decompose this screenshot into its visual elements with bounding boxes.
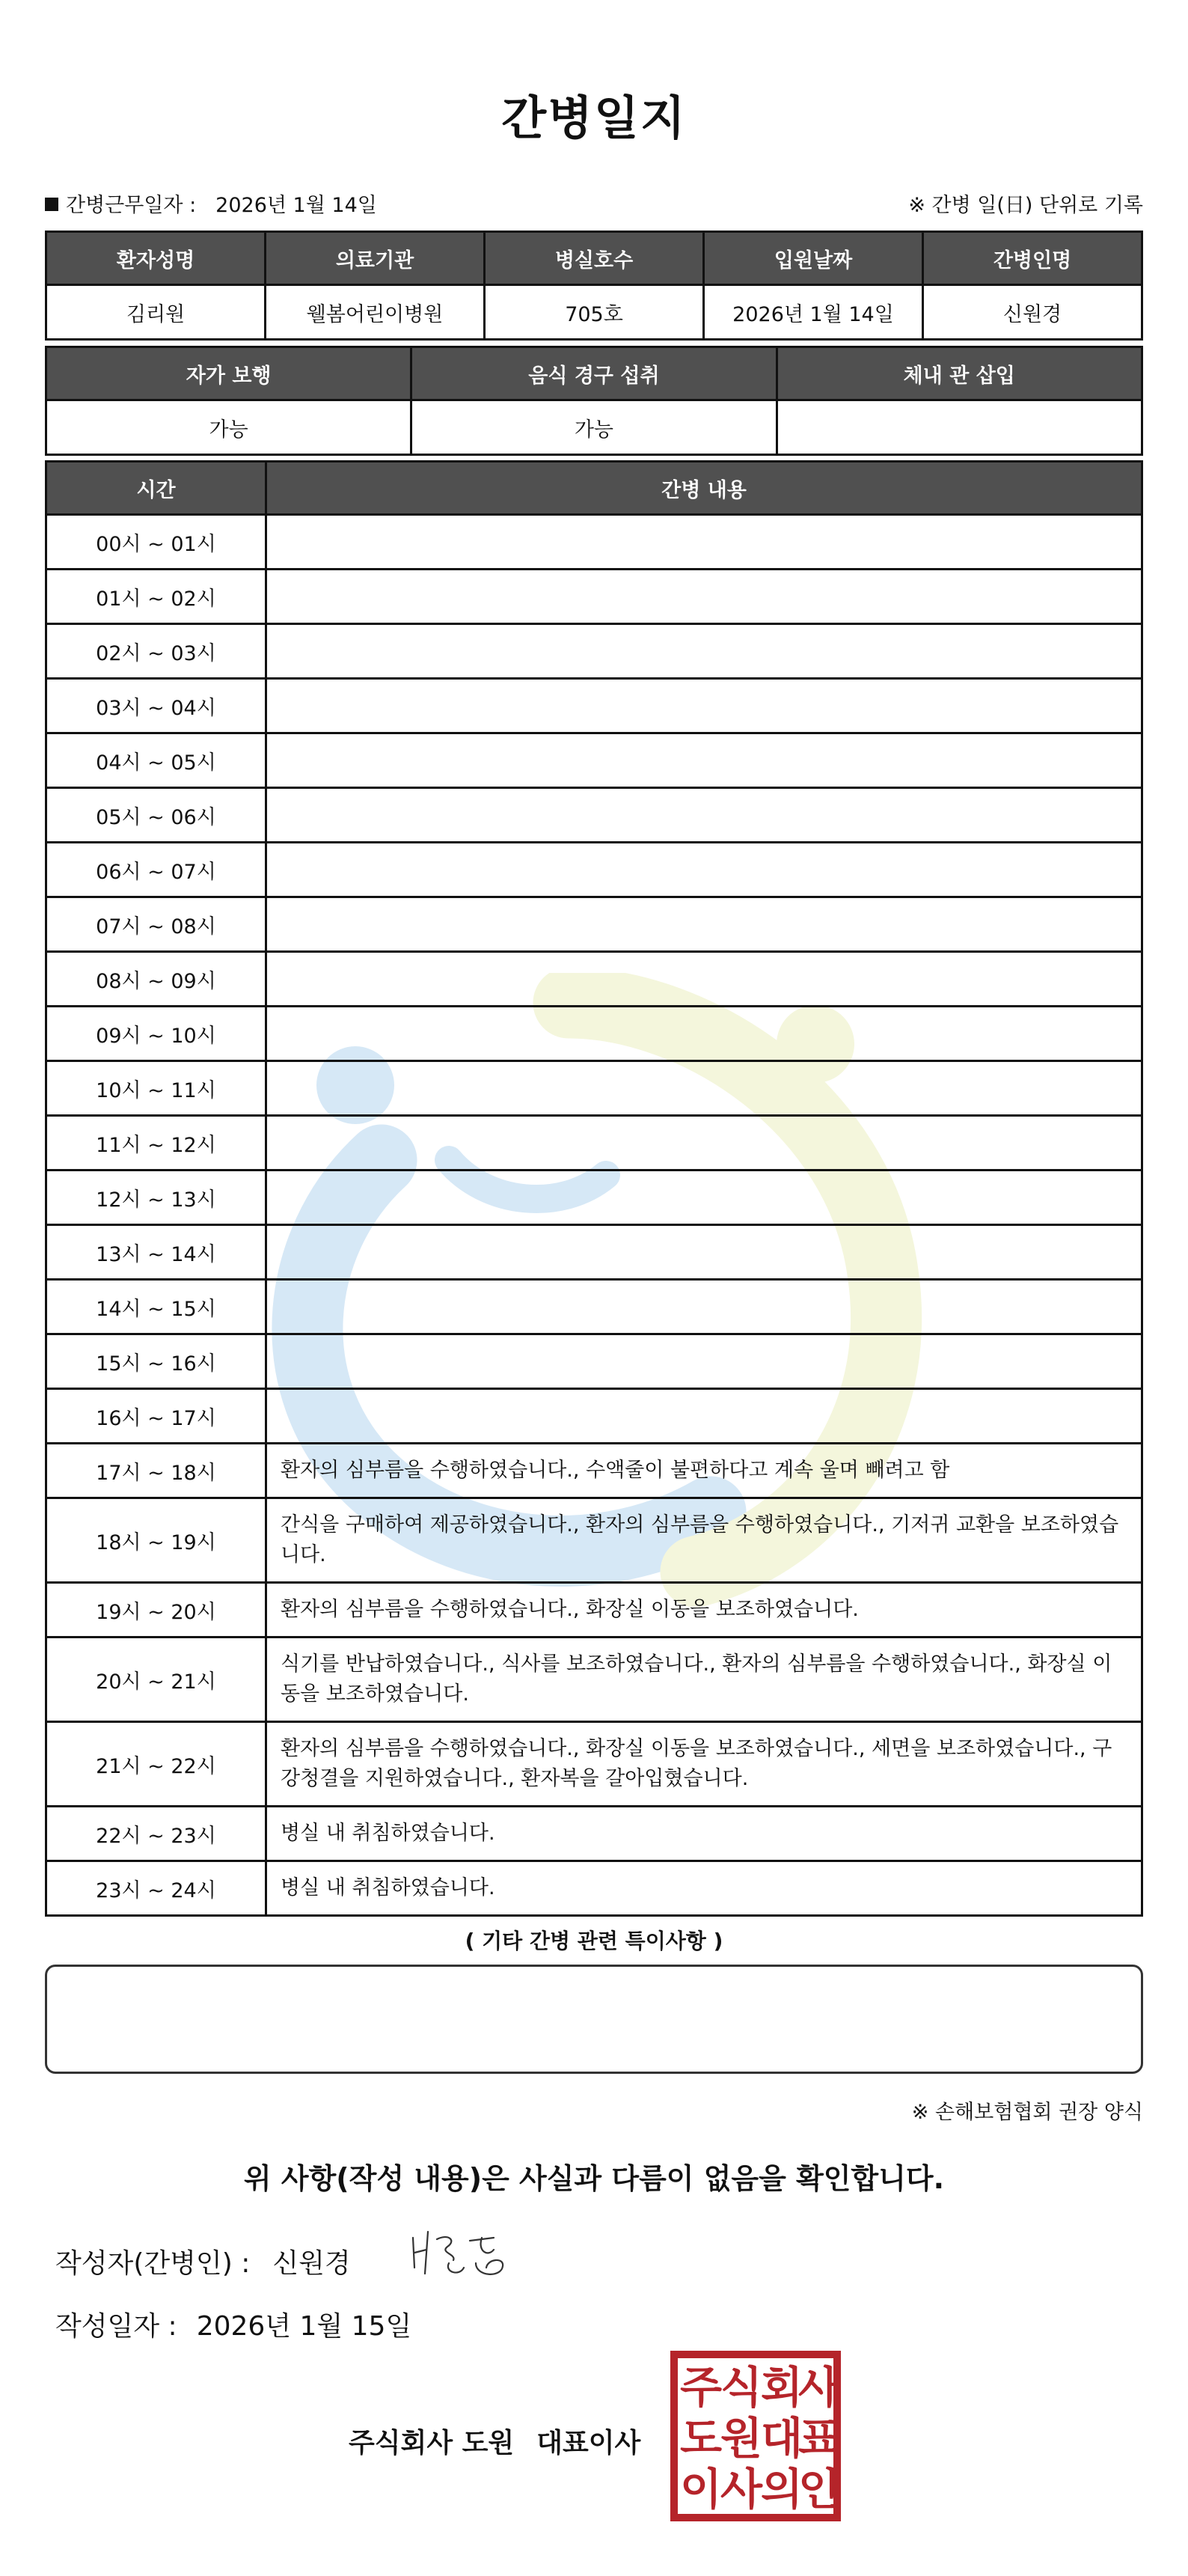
care-content-cell: [266, 733, 1142, 788]
table-row: [46, 1334, 1142, 1389]
write-date-value: 2026년 1월 15일: [196, 2311, 412, 2342]
care-content-cell: [266, 843, 1142, 897]
table-row: [46, 952, 1142, 1007]
hospital-value: 웰봄어린이병원: [266, 285, 485, 340]
table-row: [46, 733, 1142, 788]
svg-text:인: 인: [797, 2464, 841, 2515]
care-content-cell: 병실 내 취침하였습니다.: [266, 1807, 1142, 1861]
time-cell: 18시 ~ 19시: [46, 1498, 266, 1583]
company-line: [349, 2422, 640, 2460]
svg-text:주: 주: [679, 2362, 723, 2413]
table-row: [46, 1116, 1142, 1171]
table-row: [46, 1389, 1142, 1444]
time-cell: 08시 ~ 09시: [46, 952, 266, 1007]
table-header-row: [46, 347, 1142, 400]
write-date-label: 작성일자 :: [55, 2311, 177, 2342]
care-content-cell: [266, 679, 1142, 733]
table-row: [46, 1007, 1142, 1061]
time-cell: 10시 ~ 11시: [46, 1061, 266, 1116]
patient-status-table: [45, 346, 1143, 456]
confirmation-statement: 위 사항(작성 내용)은 사실과 다름이 없음을 확인합니다.: [243, 2162, 945, 2195]
time-cell: 05시 ~ 06시: [46, 788, 266, 843]
time-cell: 01시 ~ 02시: [46, 570, 266, 624]
company-seal-icon: [670, 2350, 842, 2522]
svg-text:표: 표: [797, 2413, 841, 2464]
care-content-cell: 간식을 구매하여 제공하였습니다., 환자의 심부름을 수행하였습니다., 기저귀 교환을 보조하였습니다.: [266, 1498, 1142, 1583]
time-cell: 21시 ~ 22시: [46, 1722, 266, 1807]
table-row: [46, 1498, 1142, 1583]
table-row: [46, 1061, 1142, 1116]
care-content-cell: [266, 1116, 1142, 1171]
table-row: [46, 679, 1142, 733]
time-cell: 17시 ~ 18시: [46, 1444, 266, 1498]
header-oral-intake: 음식 경구 섭취: [411, 347, 777, 400]
header-admission-date: 입원날짜: [704, 232, 923, 285]
table-row: [46, 1638, 1142, 1722]
extra-notes-box: [45, 1965, 1143, 2074]
document-title: 간병일지: [501, 91, 687, 145]
table-row: [46, 1807, 1142, 1861]
header-tube-insertion: 체내 관 삽입: [777, 347, 1142, 400]
care-content-cell: 환자의 심부름을 수행하였습니다., 화장실 이동을 보조하였습니다., 세면을 보조하였습니다., 구강청결을 지원하였습니다., 환자복을 갈아입혔습니다.: [266, 1722, 1142, 1807]
recommend-note: ※ 손해보험협회 권장 양식: [911, 2101, 1143, 2124]
care-content-cell: [266, 788, 1142, 843]
company-rep: 대표이사: [536, 2428, 641, 2459]
care-content-cell: [266, 570, 1142, 624]
svg-text:의: 의: [760, 2464, 803, 2515]
caregiver-value: 신원경: [923, 285, 1142, 340]
table-row: [46, 1225, 1142, 1280]
writer-line: [55, 2242, 351, 2280]
care-content-cell: [266, 1334, 1142, 1389]
time-cell: 11시 ~ 12시: [46, 1116, 266, 1171]
table-row: [46, 1444, 1142, 1498]
writer-label: 작성자(간병인) :: [55, 2248, 251, 2279]
care-content-cell: [266, 897, 1142, 952]
oral-intake-value: 가능: [411, 400, 777, 455]
table-row: [46, 1722, 1142, 1807]
time-cell: 22시 ~ 23시: [46, 1807, 266, 1861]
time-cell: 04시 ~ 05시: [46, 733, 266, 788]
tube-insertion-value: [777, 400, 1142, 455]
header-patient-name: 환자성명: [46, 232, 266, 285]
care-content-cell: 병실 내 취침하였습니다.: [266, 1861, 1142, 1916]
care-content-cell: [266, 624, 1142, 679]
table-row: [46, 897, 1142, 952]
time-cell: 00시 ~ 01시: [46, 515, 266, 570]
header-caregiver: 간병인명: [923, 232, 1142, 285]
time-cell: 06시 ~ 07시: [46, 843, 266, 897]
table-row: [46, 1171, 1142, 1225]
svg-text:사: 사: [720, 2464, 763, 2515]
svg-text:원: 원: [720, 2413, 763, 2464]
table-row: [46, 1280, 1142, 1334]
handwritten-signature: [404, 2224, 524, 2292]
care-content-cell: [266, 1280, 1142, 1334]
time-cell: 16시 ~ 17시: [46, 1389, 266, 1444]
header-care-content: 간병 내용: [266, 462, 1142, 515]
header-time: 시간: [46, 462, 266, 515]
time-cell: 19시 ~ 20시: [46, 1583, 266, 1638]
table-header-row: [46, 232, 1142, 285]
table-row: [46, 1861, 1142, 1916]
care-log-table: [45, 460, 1143, 1917]
unit-note: ※ 간병 일(日) 단위로 기록: [908, 194, 1143, 217]
table-row: [46, 624, 1142, 679]
table-row: [46, 843, 1142, 897]
time-cell: 23시 ~ 24시: [46, 1861, 266, 1916]
svg-text:사: 사: [797, 2362, 841, 2413]
table-row: [46, 570, 1142, 624]
writer-name: 신원경: [272, 2248, 351, 2279]
company-name: 주식회사 도원: [349, 2428, 515, 2459]
black-square-icon: [45, 198, 58, 211]
header-room: 병실호수: [485, 232, 704, 285]
care-content-cell: [266, 1225, 1142, 1280]
table-row: [46, 1583, 1142, 1638]
time-cell: 20시 ~ 21시: [46, 1638, 266, 1722]
admission-date-value: 2026년 1월 14일: [704, 285, 923, 340]
extra-notes-title: ( 기타 간병 관련 특이사항 ): [465, 1929, 723, 1953]
patient-info-table: [45, 231, 1143, 341]
svg-text:식: 식: [720, 2362, 763, 2413]
care-content-cell: [266, 952, 1142, 1007]
care-content-cell: [266, 1171, 1142, 1225]
self-walking-value: 가능: [46, 400, 411, 455]
care-content-cell: [266, 1061, 1142, 1116]
care-content-cell: 환자의 심부름을 수행하였습니다., 수액줄이 불편하다고 계속 울며 빼려고 함: [266, 1444, 1142, 1498]
svg-text:이: 이: [679, 2464, 723, 2515]
svg-text:회: 회: [760, 2362, 803, 2413]
table-row: [46, 788, 1142, 843]
work-date-row: [45, 189, 1143, 219]
table-row: [46, 515, 1142, 570]
svg-text:대: 대: [760, 2413, 803, 2464]
room-value: 705호: [485, 285, 704, 340]
care-content-cell: 환자의 심부름을 수행하였습니다., 화장실 이동을 보조하였습니다.: [266, 1583, 1142, 1638]
header-hospital: 의료기관: [266, 232, 485, 285]
time-cell: 02시 ~ 03시: [46, 624, 266, 679]
work-date-value: 2026년 1월 14일: [215, 194, 377, 217]
care-content-cell: [266, 1389, 1142, 1444]
header-self-walking: 자가 보행: [46, 347, 411, 400]
care-content-cell: [266, 1007, 1142, 1061]
time-cell: 07시 ~ 08시: [46, 897, 266, 952]
time-cell: 14시 ~ 15시: [46, 1280, 266, 1334]
time-cell: 03시 ~ 04시: [46, 679, 266, 733]
table-header-row: [46, 462, 1142, 515]
write-date-line: [55, 2305, 411, 2343]
table-row: [46, 400, 1142, 455]
time-cell: 13시 ~ 14시: [46, 1225, 266, 1280]
time-cell: 09시 ~ 10시: [46, 1007, 266, 1061]
time-cell: 15시 ~ 16시: [46, 1334, 266, 1389]
care-content-cell: 식기를 반납하였습니다., 식사를 보조하였습니다., 환자의 심부름을 수행하였습니다., 화장실 이동을 보조하였습니다.: [266, 1638, 1142, 1722]
patient-name-value: 김리원: [46, 285, 266, 340]
care-content-cell: [266, 515, 1142, 570]
svg-text:도: 도: [679, 2413, 723, 2464]
work-date-label: 간병근무일자 :: [66, 194, 197, 217]
table-row: [46, 285, 1142, 340]
time-cell: 12시 ~ 13시: [46, 1171, 266, 1225]
